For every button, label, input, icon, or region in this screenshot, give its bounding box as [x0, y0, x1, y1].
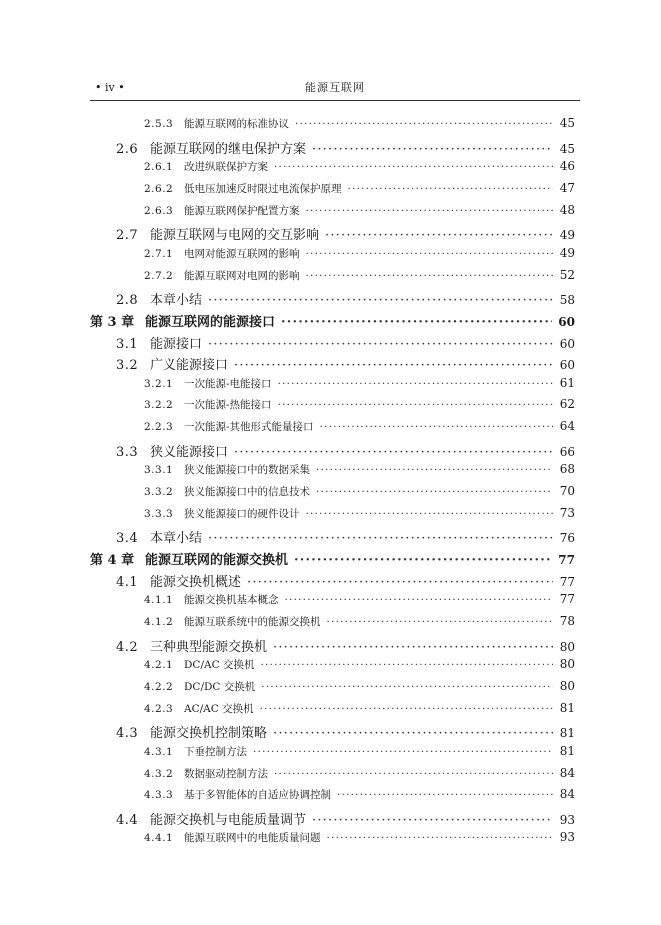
toc-section-entry [144, 397, 575, 412]
toc-section-entry [116, 809, 575, 828]
toc-section-entry [116, 224, 575, 243]
toc-entry-page: 49 [559, 245, 575, 260]
toc-entry-title: 下垂控制方法 [184, 745, 247, 758]
toc-entry-page: 58 [559, 293, 575, 308]
toc-leader-dots [260, 659, 553, 671]
running-header [95, 80, 575, 96]
toc-entry-page: 64 [559, 419, 575, 434]
toc-leader-dots [306, 205, 554, 217]
toc-entry-number: 4.4.1 [144, 832, 174, 845]
toc-entry-page: 80 [559, 678, 575, 693]
toc-entry-page: 46 [559, 159, 575, 174]
toc-section-entry [116, 333, 575, 352]
toc-entry-page: 70 [559, 484, 575, 499]
toc-entry-page: 66 [559, 444, 575, 459]
toc-leader-dots [312, 813, 553, 828]
toc-leader-dots [295, 118, 553, 130]
toc-leader-dots [208, 293, 553, 308]
toc-entry-number: 4.3.3 [144, 789, 174, 802]
toc-entry-title: 本章小结 [150, 293, 203, 309]
toc-entry-page: 76 [559, 531, 575, 546]
toc-section-entry [144, 787, 575, 802]
toc-entry-page: 77 [558, 553, 575, 567]
toc-entry-number: 2.6.3 [144, 204, 174, 217]
toc-entry-number: 2.7 [116, 228, 139, 244]
toc-entry-title: 能源互联网与电网的交互影响 [150, 228, 320, 244]
toc-entry-title: DC/AC 交换机 [184, 659, 255, 672]
toc-entry-page: 60 [559, 358, 575, 373]
toc-entry-number: 3.2.1 [144, 377, 174, 390]
toc-entry-number: 4.2.1 [144, 659, 174, 672]
toc-leader-dots [278, 399, 553, 411]
toc-leader-dots [247, 575, 553, 590]
toc-leader-dots [306, 248, 554, 260]
toc-leader-dots [312, 142, 553, 157]
toc-entry-title: 狭义能源接口中的信息技术 [184, 486, 310, 499]
toc-section-entry [144, 181, 575, 196]
toc-leader-dots [316, 464, 553, 476]
toc-section-entry [144, 484, 575, 499]
toc-entry-title: 基于多智能体的自适应协调控制 [184, 789, 331, 802]
toc-entry-number: 2.2.3 [144, 421, 174, 434]
toc-leader-dots [320, 421, 553, 433]
toc-entry-page: 81 [559, 700, 575, 715]
toc-entry-title: 狭义能源接口的硬件设计 [184, 507, 300, 520]
toc-entry-title: 一次能源-其他形式能量接口 [184, 421, 314, 434]
toc-entry-title: 本章小结 [150, 531, 203, 547]
toc-entry-number: 3.3.2 [144, 486, 174, 499]
toc-entry-number: 4.1.2 [144, 615, 174, 628]
toc-leader-dots [234, 358, 553, 373]
toc-section-entry [144, 268, 575, 283]
toc-entry-title: 能源互联网保护配置方案 [184, 204, 300, 217]
toc-section-entry [116, 138, 575, 157]
toc-entry-page: 47 [559, 180, 575, 195]
toc-section-entry [144, 506, 575, 521]
toc-section-entry [144, 592, 575, 607]
toc-entry-number: 第 3 章 [90, 314, 135, 330]
toc-entry-number: 3.2 [116, 358, 139, 374]
toc-entry-title: 能源互联网对电网的影响 [184, 269, 300, 282]
toc-leader-dots [325, 228, 553, 243]
toc-entry-number: 4.2.3 [144, 702, 174, 715]
toc-section-entry [144, 701, 575, 716]
toc-entry-number: 第 4 章 [90, 553, 135, 568]
toc-leader-dots [348, 183, 554, 195]
toc-entry-page: 81 [559, 743, 575, 758]
toc-entry-title: 能源互联网的标准协议 [184, 118, 289, 130]
toc-entry-page: 45 [559, 116, 575, 130]
toc-section-entry [144, 203, 575, 218]
toc-leader-dots [306, 508, 554, 520]
toc-section-entry [116, 636, 575, 655]
toc-entry-number: 3.1 [116, 336, 139, 352]
toc-section-entry [116, 722, 575, 741]
toc-entry-number: 4.3.1 [144, 745, 174, 758]
toc-leader-dots [273, 726, 553, 741]
toc-entry-title: 广义能源接口 [150, 358, 229, 374]
toc-entry-page: 93 [559, 812, 575, 827]
toc-leader-dots [274, 161, 553, 173]
header-rule [90, 100, 580, 101]
toc-leader-dots [337, 789, 553, 801]
toc-section-entry [116, 354, 575, 373]
toc-entry-title: 能源交换机概述 [150, 574, 242, 590]
toc-entry-number: 2.7.2 [144, 269, 174, 282]
toc-entry-page: 60 [558, 314, 575, 329]
toc-entry-page: 61 [559, 375, 575, 390]
toc-entry-title: 一次能源-电能接口 [184, 377, 272, 390]
toc-entry-page: 73 [559, 505, 575, 520]
toc-entry-number: 2.7.1 [144, 247, 174, 260]
toc-entry-title: 数据驱动控制方法 [184, 767, 268, 780]
toc-entry-page: 84 [559, 765, 575, 780]
toc-entry-page: 77 [559, 574, 575, 589]
toc-entry-title: DC/DC 交换机 [184, 680, 256, 693]
toc-leader-dots [261, 681, 553, 693]
toc-entry-page: 93 [559, 830, 575, 845]
toc-entry-page: 48 [559, 202, 575, 217]
toc-entry-title: 能源互联网的继电保护方案 [150, 141, 307, 157]
toc-entry-title: 能源交换机控制策略 [150, 726, 268, 742]
toc-chapter-entry [90, 549, 575, 568]
toc-section-entry [144, 766, 575, 781]
toc-section-entry [144, 159, 575, 174]
toc-entry-number: 2.8 [116, 293, 139, 309]
toc-entry-number: 3.3 [116, 444, 139, 460]
toc-section-entry [144, 462, 575, 477]
toc-entry-title: 能源互联网中的电能质量问题 [184, 832, 321, 845]
toc-entry-page: 52 [559, 267, 575, 282]
toc-entry-title: 能源互联网的能源交换机 [145, 553, 289, 568]
toc-entry-title: 电网对能源互联网的影响 [184, 247, 300, 260]
toc-section-entry [144, 657, 575, 672]
toc-entry-title: AC/AC 交换机 [184, 702, 254, 715]
toc-entry-title: 能源互联网的能源接口 [145, 314, 276, 330]
toc-leader-dots [253, 746, 553, 758]
toc-chapter-entry [90, 311, 575, 330]
toc-section-entry [144, 116, 575, 131]
toc-leader-dots [285, 594, 554, 606]
toc-entry-title: 低电压加速反时限过电流保护原理 [184, 182, 342, 195]
toc-entry-page: 49 [559, 228, 575, 243]
toc-entry-number: 4.1 [116, 574, 139, 590]
toc-entry-page: 62 [559, 397, 575, 412]
toc-entry-page: 60 [559, 336, 575, 351]
toc-section-entry [116, 441, 575, 460]
toc-leader-dots [294, 553, 552, 568]
toc-section-entry [144, 246, 575, 261]
toc-entry-number: 3.2.2 [144, 399, 174, 412]
toc-entry-page: 81 [559, 726, 575, 741]
toc-entry-number: 3.4 [116, 531, 139, 547]
toc-leader-dots [281, 315, 552, 330]
toc-entry-title: 能源交换机与电能质量调节 [150, 812, 307, 828]
toc-entry-number: 4.2.2 [144, 680, 174, 693]
toc-entry-page: 80 [559, 657, 575, 672]
toc-entry-number: 4.3 [116, 726, 139, 742]
toc-entry-page: 68 [559, 462, 575, 477]
toc-entry-page: 84 [559, 787, 575, 802]
toc-section-entry [144, 376, 575, 391]
toc-entry-title: 狭义能源接口 [150, 444, 229, 460]
toc-entry-page: 80 [559, 639, 575, 654]
toc-leader-dots [306, 270, 554, 282]
toc-entry-number: 2.5.3 [144, 118, 174, 130]
toc-leader-dots [278, 378, 553, 390]
toc-entry-page: 45 [559, 141, 575, 156]
toc-leader-dots [273, 640, 553, 655]
toc-leader-dots [274, 768, 553, 780]
toc-entry-title: 狭义能源接口中的数据采集 [184, 464, 310, 477]
toc-entry-number: 2.6.2 [144, 182, 174, 195]
toc-section-entry [116, 571, 575, 590]
toc-section-entry [144, 679, 575, 694]
toc-leader-dots [327, 616, 554, 628]
toc-entry-number: 2.6.1 [144, 161, 174, 174]
toc-section-entry [144, 419, 575, 434]
toc-entry-number: 4.2 [116, 639, 139, 655]
toc-entry-title: 能源交换机基本概念 [184, 594, 279, 607]
toc-entry-number: 3.3.3 [144, 507, 174, 520]
toc-leader-dots [327, 832, 554, 844]
toc-entry-title: 能源接口 [150, 336, 203, 352]
toc-entry-title: 能源互联系统中的能源交换机 [184, 615, 321, 628]
toc-entry-title: 一次能源-热能接口 [184, 399, 272, 412]
toc-leader-dots [208, 531, 553, 546]
toc-entry-page: 77 [559, 592, 575, 607]
toc-section-entry [144, 614, 575, 629]
toc-entry-page: 78 [559, 613, 575, 628]
toc-entry-title: 改进纵联保护方案 [184, 161, 268, 174]
toc-entry-number: 3.3.1 [144, 464, 174, 477]
toc-leader-dots [208, 337, 553, 352]
toc-section-entry [116, 527, 575, 546]
toc-section-entry [116, 289, 575, 308]
header-book-title: 能源互联网 [305, 81, 365, 94]
toc-section-entry [144, 830, 575, 845]
toc-entry-number: 4.3.2 [144, 767, 174, 780]
header-page-number: • iv • [95, 81, 125, 94]
toc-entry-number: 4.1.1 [144, 594, 174, 607]
toc-leader-dots [260, 703, 553, 715]
toc-entry-number: 4.4 [116, 812, 139, 828]
toc-leader-dots [316, 486, 553, 498]
toc-entry-title: 三种典型能源交换机 [150, 639, 268, 655]
toc-entry-number: 2.6 [116, 141, 139, 157]
toc-section-entry [144, 744, 575, 759]
toc-leader-dots [234, 445, 553, 460]
